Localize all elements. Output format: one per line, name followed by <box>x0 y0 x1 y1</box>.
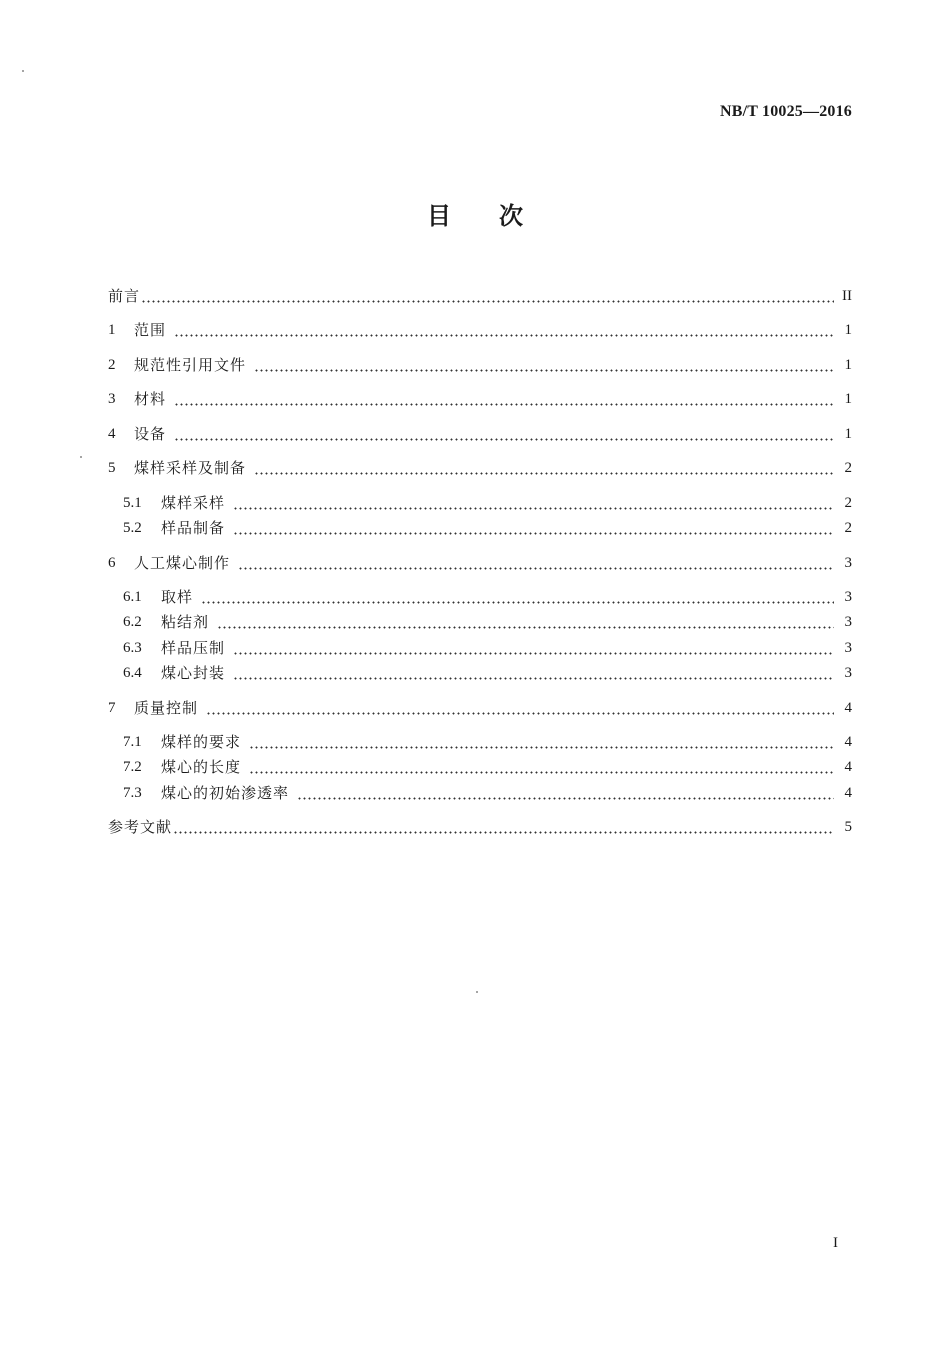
toc-title-char-2: 次 <box>499 202 523 230</box>
toc-entry-5-2[interactable] <box>123 516 852 538</box>
scan-speck <box>476 991 478 993</box>
toc-entry-label: 规范性引用文件 <box>134 356 247 374</box>
toc-entry-page: 3 <box>844 665 852 681</box>
toc-entry-label: 煤心封装 <box>161 664 226 682</box>
dot-leader <box>174 323 834 337</box>
toc-entry-page: II <box>842 288 852 304</box>
folio-page-number: I <box>833 1235 838 1251</box>
dot-leader <box>141 289 834 303</box>
toc-entry-page: 3 <box>844 640 852 656</box>
toc-entry-label: 煤样采样及制备 <box>134 459 247 477</box>
toc-entry-7-2[interactable] <box>123 755 852 777</box>
dot-leader <box>254 358 834 372</box>
dot-leader <box>297 786 834 800</box>
toc-entry-label: 煤心的长度 <box>161 758 242 776</box>
toc-entry-page: 4 <box>844 734 852 750</box>
dot-leader <box>206 701 834 715</box>
dot-leader <box>249 760 834 774</box>
toc-entry-page: 2 <box>844 460 852 476</box>
toc-entry-label: 样品压制 <box>161 639 226 657</box>
dot-leader <box>249 735 834 749</box>
toc-entry-5[interactable] <box>108 456 852 478</box>
toc-entry-label: 取样 <box>161 588 194 606</box>
toc-entry-label: 参考文献 <box>108 818 173 836</box>
toc-entry-number: 7.1 <box>123 734 142 750</box>
toc-entry-4[interactable] <box>108 422 852 444</box>
dot-leader <box>173 820 834 834</box>
scan-speck <box>22 70 24 72</box>
toc-entry-number: 4 <box>108 426 116 442</box>
toc-entry-number: 6.1 <box>123 589 142 605</box>
toc-title <box>0 196 950 231</box>
dot-leader <box>217 615 834 629</box>
dot-leader <box>174 427 834 441</box>
toc-entry-page: 4 <box>844 759 852 775</box>
toc-entry-number: 3 <box>108 391 116 407</box>
toc-entry-references[interactable] <box>108 815 852 837</box>
toc-entry-page: 4 <box>844 785 852 801</box>
toc-entry-page: 2 <box>844 520 852 536</box>
dot-leader <box>174 392 834 406</box>
toc-entry-6-4[interactable] <box>123 661 852 683</box>
toc-entry-number: 7 <box>108 700 116 716</box>
toc-entry-preface[interactable] <box>108 284 852 306</box>
dot-leader <box>233 666 834 680</box>
toc-entry-page: 2 <box>844 495 852 511</box>
toc-entry-7-3[interactable] <box>123 781 852 803</box>
toc-entry-number: 5.2 <box>123 520 142 536</box>
toc-entry-6-2[interactable] <box>123 610 852 632</box>
toc-entry-number: 5.1 <box>123 495 142 511</box>
toc-entry-label: 材料 <box>134 390 167 408</box>
toc-entry-label: 设备 <box>134 425 167 443</box>
toc-entry-7[interactable] <box>108 696 852 718</box>
dot-leader <box>233 641 834 655</box>
toc-entry-number: 1 <box>108 322 116 338</box>
toc-entry-page: 3 <box>844 614 852 630</box>
toc-entry-2[interactable] <box>108 353 852 375</box>
toc-entry-number: 7.3 <box>123 785 142 801</box>
dot-leader <box>233 521 834 535</box>
toc-entry-label: 前言 <box>108 287 141 305</box>
toc-entry-page: 5 <box>844 819 852 835</box>
toc-entry-page: 1 <box>844 322 852 338</box>
scan-speck <box>80 456 82 458</box>
toc-entry-label: 煤样的要求 <box>161 733 242 751</box>
toc-entry-number: 6.3 <box>123 640 142 656</box>
dot-leader <box>233 496 834 510</box>
dot-leader <box>238 556 834 570</box>
toc-entry-page: 3 <box>844 555 852 571</box>
toc-entry-label: 质量控制 <box>134 699 199 717</box>
toc-entry-label: 范围 <box>134 321 167 339</box>
toc-entry-number: 6.2 <box>123 614 142 630</box>
toc-entry-6-1[interactable] <box>123 585 852 607</box>
toc-entry-6-3[interactable] <box>123 636 852 658</box>
toc-entry-number: 2 <box>108 357 116 373</box>
toc-entry-label: 煤样采样 <box>161 494 226 512</box>
toc-entry-page: 1 <box>844 426 852 442</box>
toc-entry-5-1[interactable] <box>123 491 852 513</box>
toc-entry-number: 6 <box>108 555 116 571</box>
toc-entry-label: 煤心的初始渗透率 <box>161 784 290 802</box>
toc-entry-1[interactable] <box>108 318 852 340</box>
toc-entry-number: 7.2 <box>123 759 142 775</box>
toc-entry-page: 1 <box>844 357 852 373</box>
toc-entry-label: 人工煤心制作 <box>134 554 231 572</box>
toc-entry-page: 3 <box>844 589 852 605</box>
toc-entry-page: 1 <box>844 391 852 407</box>
toc-entry-page: 4 <box>844 700 852 716</box>
dot-leader <box>254 461 834 475</box>
toc-entry-3[interactable] <box>108 387 852 409</box>
toc-title-char-1: 目 <box>427 202 451 230</box>
toc-entry-label: 粘结剂 <box>161 613 210 631</box>
standard-code: NB/T 10025—2016 <box>719 103 852 120</box>
toc-entry-label: 样品制备 <box>161 519 226 537</box>
toc-entry-7-1[interactable] <box>123 730 852 752</box>
dot-leader <box>201 590 834 604</box>
toc-entry-number: 6.4 <box>123 665 142 681</box>
toc-entry-6[interactable] <box>108 551 852 573</box>
toc-entry-number: 5 <box>108 460 116 476</box>
